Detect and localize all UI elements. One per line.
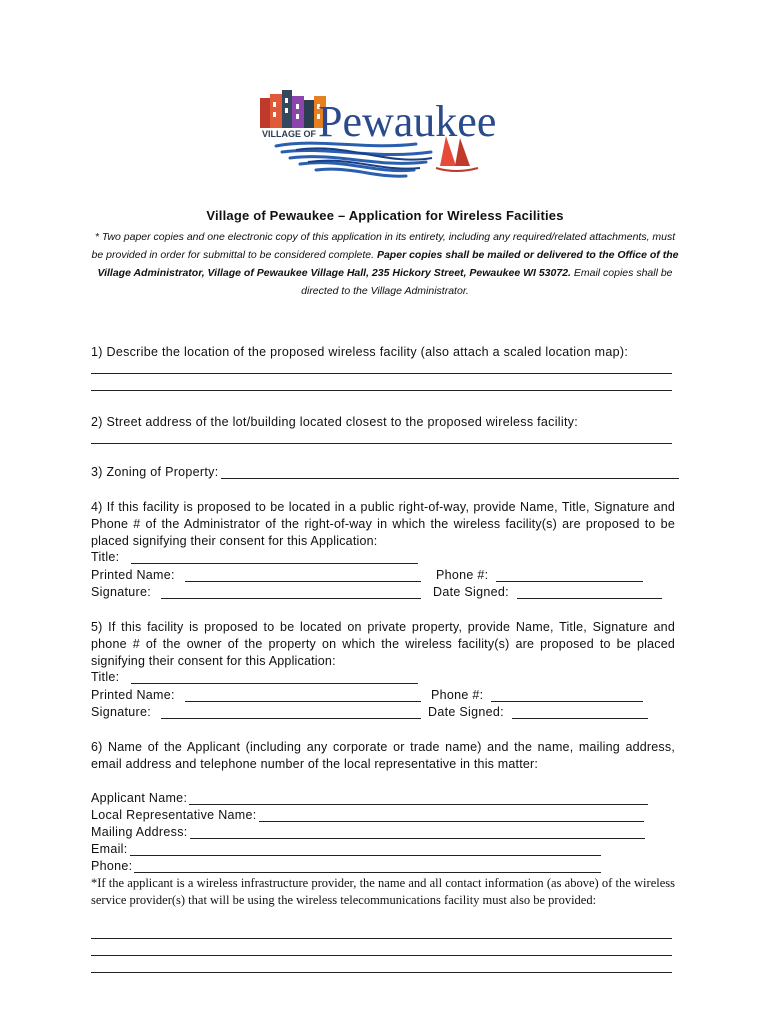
signature-label: Signature: [91, 705, 151, 719]
logo-name: Pewaukee [318, 97, 497, 146]
signature-answer-line[interactable] [161, 587, 421, 599]
document-title: Village of Pewaukee – Application for Wireless Facilities [206, 208, 564, 223]
question-1-answer-line[interactable] [91, 390, 672, 391]
signature-answer-line[interactable] [161, 707, 421, 719]
phone-label: Phone #: [431, 688, 484, 702]
applicant-phone-label: Phone: [91, 859, 133, 873]
phone-answer-line[interactable] [491, 690, 643, 702]
note-answer-line[interactable] [91, 955, 672, 956]
row-date-signed-field[interactable] [433, 585, 662, 599]
row-phone-field[interactable] [436, 568, 643, 582]
zoning-answer-line[interactable] [221, 467, 680, 479]
applicant-name-label: Applicant Name: [91, 791, 188, 805]
applicant-name-answer-line[interactable] [189, 793, 648, 805]
local-representative-field[interactable] [91, 808, 644, 822]
title-label: Title: [91, 550, 120, 564]
email-field[interactable] [91, 842, 601, 856]
row-title-field[interactable] [91, 670, 418, 684]
row-signature-field[interactable] [91, 585, 421, 599]
printed-name-label: Printed Name: [91, 688, 175, 702]
title-answer-line[interactable] [131, 552, 418, 564]
question-1-answer-line[interactable] [91, 373, 672, 374]
logo-prefix: VILLAGE OF [262, 129, 316, 139]
row-date-signed-field[interactable] [428, 705, 648, 719]
question-5-label: 5) If this facility is proposed to be located on private property, provide Name, Title, Signature and phone # of the owner of the property on which the wireless facility(s) are proposed to be placed signifying their consent for this Application: [91, 620, 675, 668]
mailing-address-label: Mailing Address: [91, 825, 188, 839]
phone-field[interactable] [91, 859, 601, 873]
wireless-provider-note: *If the applicant is a wireless infrastructure provider, the name and all contact information (as above) of the wireless service provider(s) that will be using the wireless telecommunications facility must also be provided: [91, 876, 675, 907]
question-6-label: 6) Name of the Applicant (including any corporate or trade name) and the name, mailing address, email address and telephone number of the local representative in this matter: [91, 740, 675, 771]
applicant-name-field[interactable] [91, 791, 648, 805]
email-answer-line[interactable] [130, 844, 601, 856]
submission-instructions [88, 228, 682, 300]
signature-label: Signature: [91, 585, 151, 599]
phone-answer-line[interactable] [496, 570, 643, 582]
applicant-phone-answer-line[interactable] [134, 861, 601, 873]
note-answer-line[interactable] [91, 938, 672, 939]
question-4-label: 4) If this facility is proposed to be located in a public right-of-way, provide Name, Title, Signature and Phone # of the Administrator of the right-of-way in which the wireless facility(s) are proposed to be placed signifying their consent for this Application: [91, 500, 675, 548]
date-signed-answer-line[interactable] [517, 587, 662, 599]
local-representative-label: Local Representative Name: [91, 808, 257, 822]
printed-name-label: Printed Name: [91, 568, 175, 582]
printed-name-answer-line[interactable] [185, 690, 421, 702]
row-title-field[interactable] [91, 550, 418, 564]
village-of-pewaukee-logo [256, 80, 501, 185]
row-phone-field[interactable] [431, 688, 643, 702]
question-2-answer-line[interactable] [91, 443, 672, 444]
zoning-field[interactable] [91, 465, 679, 479]
row-printed-name-field[interactable] [91, 568, 421, 582]
zoning-label: 3) Zoning of Property: [91, 465, 219, 479]
date-signed-label: Date Signed: [428, 705, 504, 719]
question-1-label: 1) Describe the location of the proposed wireless facility (also attach a scaled location map): [91, 345, 629, 359]
intro-mailing-text: Paper copies shall be mailed or delivered to the Office of the Village Administrator, Village of Pewaukee Village Hall, 235 Hickory Street, Pewaukee WI 53072. [97, 249, 679, 279]
printed-name-answer-line[interactable] [185, 570, 421, 582]
date-signed-answer-line[interactable] [512, 707, 648, 719]
mailing-address-answer-line[interactable] [190, 827, 645, 839]
row-printed-name-field[interactable] [91, 688, 421, 702]
title-answer-line[interactable] [131, 672, 418, 684]
local-representative-answer-line[interactable] [259, 810, 644, 822]
phone-label: Phone #: [436, 568, 489, 582]
row-signature-field[interactable] [91, 705, 421, 719]
email-label: Email: [91, 842, 128, 856]
intro-text: * Two paper copies and one electronic copy of this application in its entirety, including any required/related attachments, must be provided in order for submittal to be considered complete. [91, 231, 676, 261]
note-answer-line[interactable] [91, 972, 672, 973]
date-signed-label: Date Signed: [433, 585, 509, 599]
title-label: Title: [91, 670, 120, 684]
intro-email-text: Email copies shall be directed to the Village Administrator. [301, 267, 673, 297]
question-2-label: 2) Street address of the lot/building located closest to the proposed wireless facility: [91, 415, 579, 429]
mailing-address-field[interactable] [91, 825, 645, 839]
